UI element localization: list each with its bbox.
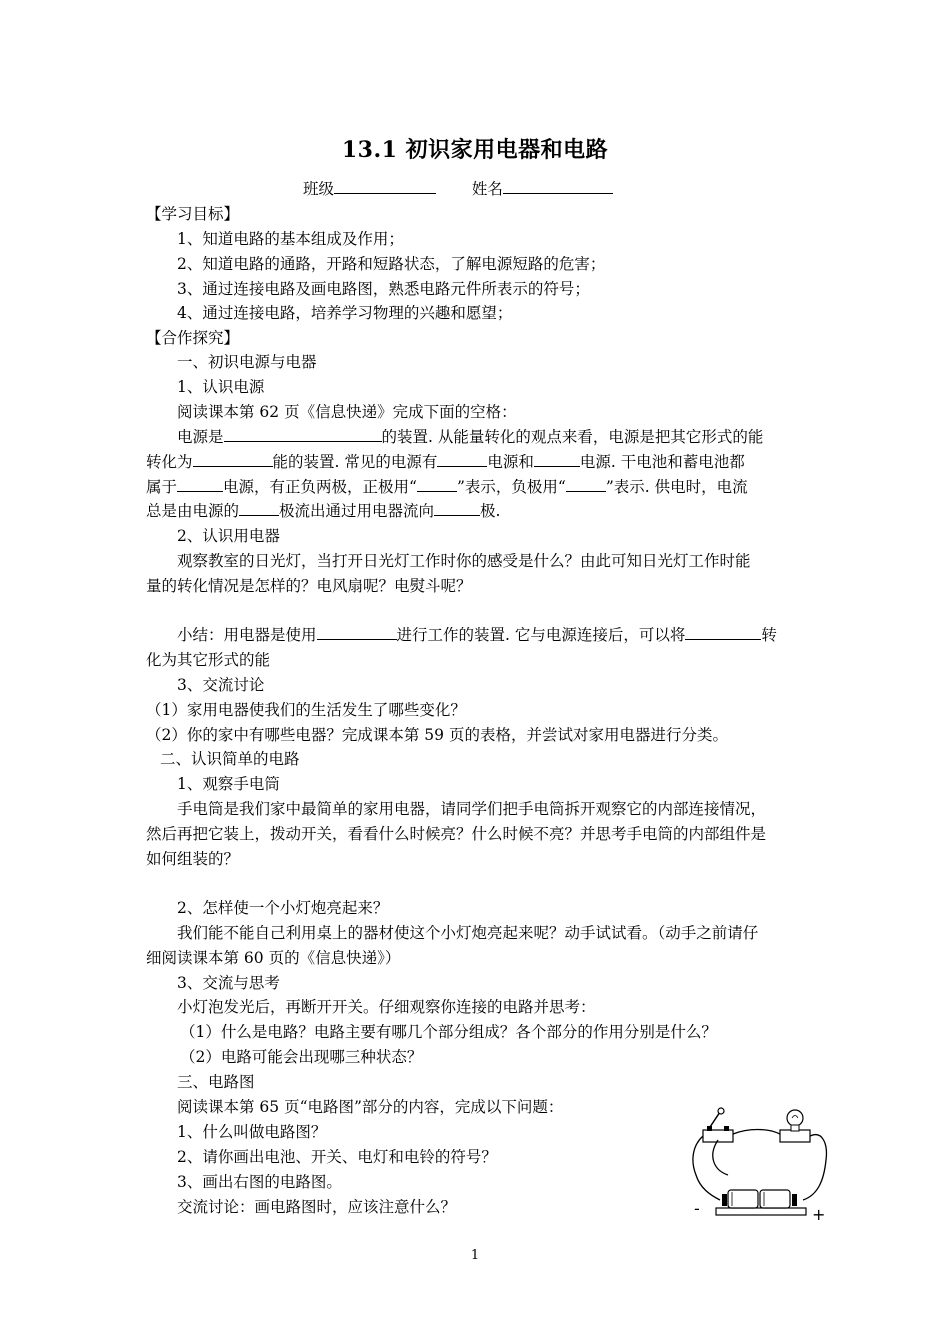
subsection-heading: 2、怎样使一个小灯炮亮起来？ <box>177 899 389 917</box>
fill-line <box>146 500 500 522</box>
fill-blank[interactable] <box>177 476 223 492</box>
question-line: 1、什么叫做电路图？ <box>177 1123 327 1141</box>
plus-sign: + <box>812 1205 826 1224</box>
fill-blank[interactable] <box>437 451 487 467</box>
minus-sign: - <box>694 1199 700 1218</box>
paragraph-line: 化为其它形式的能 <box>146 651 271 669</box>
paragraph-line: 交流讨论：画电路图时，应该注意什么？ <box>177 1198 457 1216</box>
switch-icon <box>703 1108 733 1142</box>
text-fragment: 转 <box>761 626 777 644</box>
text-fragment: 电源. 干电池和蓄电池都 <box>579 453 745 471</box>
section-heading: 一、初识电源与电器 <box>177 353 317 371</box>
objective-item: 3、通过连接电路及画电路图，熟悉电路元件所表示的符号； <box>177 280 590 298</box>
question-line: （2）你的家中有哪些电器？完成课本第 59 页的表格，并尝试对家用电器进行分类。 <box>146 726 728 744</box>
fill-blank[interactable] <box>417 476 457 492</box>
text-fragment: 的装置. 从能量转化的观点来看，电源是把其它形式的能 <box>381 428 764 446</box>
paragraph-line: 量的转化情况是怎样的？电风扇呢？电熨斗呢？ <box>146 577 472 595</box>
text-fragment: 极流出通过用电器流向 <box>279 502 435 520</box>
section-heading: 三、电路图 <box>177 1073 255 1091</box>
objective-item: 2、知道电路的通路，开路和短路状态，了解电源短路的危害； <box>177 255 606 273</box>
text-fragment: ”表示. 供电时，电流 <box>605 478 748 496</box>
subsection-heading: 2、认识用电器 <box>177 527 280 545</box>
page-title: 13.1 初识家用电器和电路 <box>341 137 609 163</box>
fill-line <box>146 476 748 498</box>
fill-blank[interactable] <box>317 624 397 640</box>
paragraph-line: 然后再把它装上，拨动开关，看看什么时候亮？什么时候不亮？并思考手电筒的内部组件是 <box>146 825 767 843</box>
paragraph-line: 观察教室的日光灯，当打开日光灯工作时你的感受是什么？由此可知日光灯工作时能 <box>177 552 751 570</box>
name-label: 姓名 <box>471 180 503 198</box>
explore-heading: 【合作探究】 <box>146 329 240 347</box>
question-line: （1）什么是电路？电路主要有哪几个部分组成？各个部分的作用分别是什么？ <box>180 1023 717 1041</box>
objective-item: 4、通过连接电路，培养学习物理的兴趣和愿望； <box>177 304 513 322</box>
fill-line <box>177 624 777 646</box>
fill-blank[interactable] <box>224 426 382 442</box>
text-fragment: 极. <box>480 502 501 520</box>
question-line: 3、画出右图的电路图。 <box>177 1173 342 1191</box>
name-blank[interactable] <box>503 178 613 194</box>
paragraph-line: 阅读课本第 62 页《信息快递》完成下面的空格： <box>177 403 517 421</box>
objectives-heading: 【学习目标】 <box>146 205 240 223</box>
question-line: （1）家用电器使我们的生活发生了哪些变化？ <box>146 701 466 719</box>
subsection-heading: 1、观察手电筒 <box>177 775 280 793</box>
class-blank[interactable] <box>334 178 436 194</box>
class-name-line <box>303 178 613 200</box>
fill-blank[interactable] <box>193 451 273 467</box>
fill-blank[interactable] <box>534 451 580 467</box>
question-line: （2）电路可能会出现哪三种状态？ <box>180 1048 423 1066</box>
paragraph-line: 阅读课本第 65 页“电路图”部分的内容，完成以下问题： <box>177 1098 564 1116</box>
fill-blank[interactable] <box>566 476 606 492</box>
text-fragment: 电源是 <box>177 428 224 446</box>
circuit-figure <box>688 1100 833 1225</box>
paragraph-line: 如何组装的？ <box>146 850 240 868</box>
text-fragment: 电源，有正负两极，正极用“ <box>223 478 417 496</box>
text-fragment: 小结：用电器是使用 <box>177 626 317 644</box>
text-fragment: 属于 <box>146 478 178 496</box>
text-fragment: 电源和 <box>487 453 534 471</box>
fill-blank[interactable] <box>434 500 480 516</box>
battery-icon <box>716 1190 806 1215</box>
text-fragment: 转化为 <box>146 453 193 471</box>
question-line: 2、请你画出电池、开关、电灯和电铃的符号？ <box>177 1148 497 1166</box>
page-number: 1 <box>470 1248 480 1263</box>
subsection-heading: 3、交流与思考 <box>177 974 280 992</box>
paragraph-line: 细阅读课本第 60 页的《信息快递》） <box>146 949 401 967</box>
text-fragment: 总是由电源的 <box>146 502 240 520</box>
fill-blank[interactable] <box>239 500 279 516</box>
bulb-icon <box>780 1110 810 1142</box>
paragraph-line: 小灯泡发光后，再断开开关。仔细观察你连接的电路并思考： <box>177 998 596 1016</box>
subsection-heading: 1、认识电源 <box>177 378 265 396</box>
text-fragment: ”表示，负极用“ <box>456 478 566 496</box>
fill-line <box>177 426 763 448</box>
paragraph-line: 我们能不能自己利用桌上的器材使这个小灯炮亮起来呢？动手试试看。（动手之前请仔 <box>177 924 759 942</box>
class-label: 班级 <box>303 180 335 198</box>
text-fragment: 进行工作的装置. 它与电源连接后，可以将 <box>396 626 686 644</box>
objective-item: 1、知道电路的基本组成及作用； <box>177 230 404 248</box>
fill-line <box>146 451 745 473</box>
paragraph-line: 手电筒是我们家中最简单的家用电器，请同学们把手电筒拆开观察它的内部连接情况， <box>177 800 767 818</box>
subsection-heading: 3、交流讨论 <box>177 676 265 694</box>
fill-blank[interactable] <box>685 624 761 640</box>
text-fragment: 能的装置. 常见的电源有 <box>272 453 438 471</box>
section-heading: 二、认识简单的电路 <box>160 750 300 768</box>
